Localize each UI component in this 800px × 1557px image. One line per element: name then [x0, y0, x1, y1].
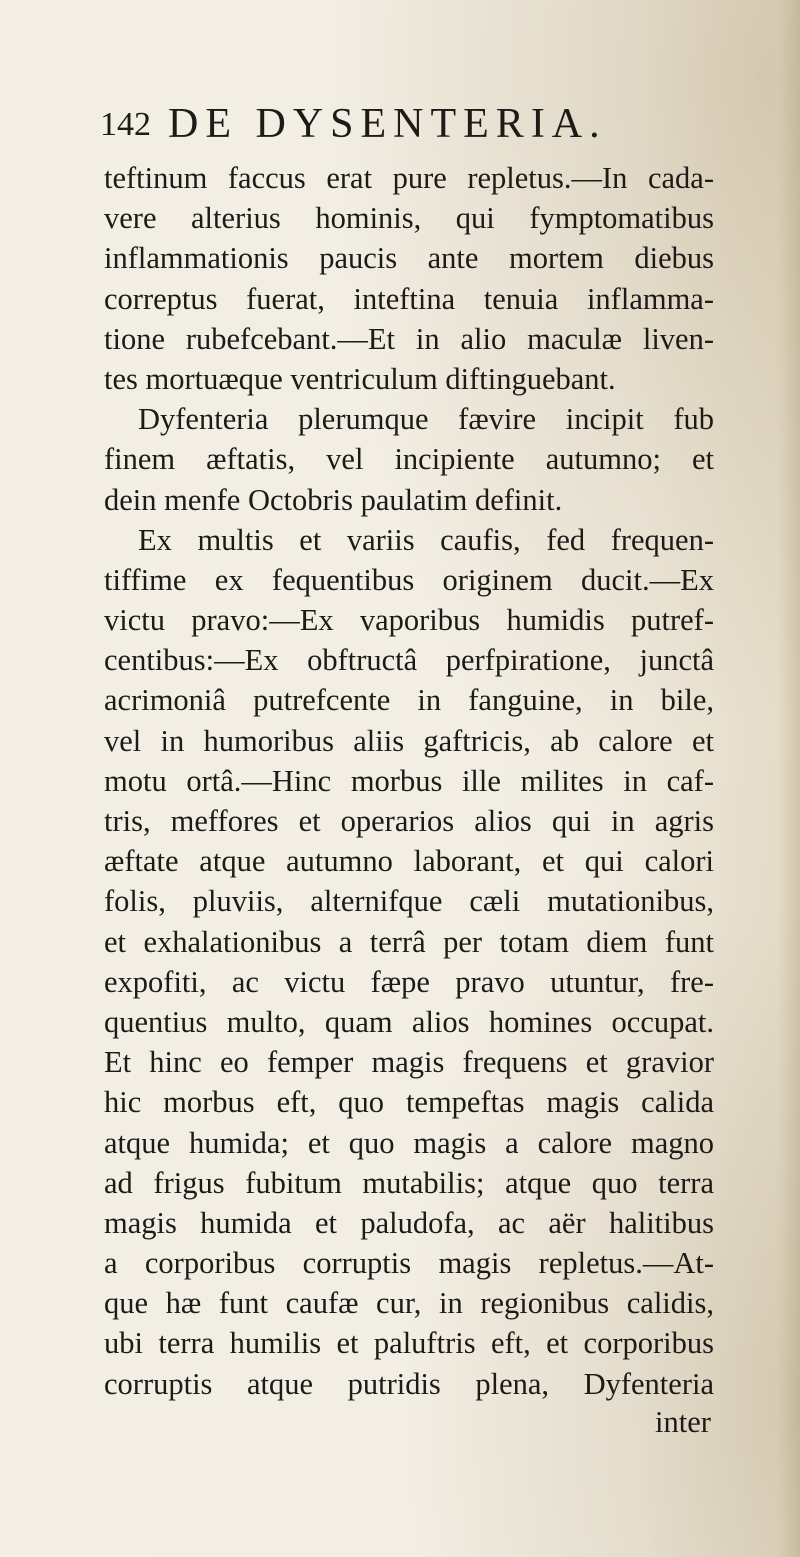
- text-line: expofiti, ac victu fæpe pravo utuntur, fre-: [104, 964, 714, 999]
- text-line: Et hinc eo femper magis frequens et gravior: [104, 1045, 714, 1080]
- text-line: tiffime ex fequentibus originem ducit.—Ex: [104, 562, 714, 597]
- text-line: inflammationis paucis ante mortem diebus: [104, 241, 714, 276]
- text-line: vere alterius hominis, qui fymptomatibus: [104, 201, 714, 236]
- text-line: acrimoniâ putrefcente in fanguine, in bile,: [104, 683, 714, 718]
- text-line: folis, pluviis, alternifque cæli mutationibus,: [104, 884, 714, 919]
- running-head: [100, 100, 700, 150]
- text-line: ubi terra humilis et paluftris eft, et corporibus: [104, 1326, 714, 1361]
- catchword: inter: [655, 1405, 711, 1439]
- text-line: magis humida et paludofa, ac aër halitibus: [104, 1205, 714, 1240]
- text-line: dein menfe Octobris paulatim definit.: [104, 482, 563, 517]
- text-line: Ex multis et variis caufis, fed frequen-: [138, 522, 714, 557]
- text-line: tes mortuæque ventriculum diftinguebant.: [104, 361, 616, 396]
- text-line: corruptis atque putridis plena, Dyfenteria: [104, 1366, 714, 1401]
- page-number: 142: [100, 106, 151, 143]
- running-title: DE DYSENTERIA.: [168, 101, 607, 147]
- text-line: correptus fuerat, inteftina tenuia inflamma-: [104, 281, 714, 316]
- page-edge-shadow: [778, 0, 800, 1557]
- text-line: ad frigus fubitum mutabilis; atque quo terra: [104, 1165, 714, 1200]
- text-line: a corporibus corruptis magis repletus.—At-: [104, 1246, 714, 1281]
- text-line: et exhalationibus a terrâ per totam diem funt: [104, 924, 714, 959]
- text-line: hic morbus eft, quo tempeftas magis calida: [104, 1085, 714, 1120]
- text-line: tris, meffores et operarios alios qui in agris: [104, 804, 714, 838]
- text-line: vel in humoribus aliis gaftricis, ab calore et: [104, 723, 714, 758]
- text-line: quentius multo, quam alios homines occupat.: [104, 1004, 714, 1039]
- text-line: tione rubefcebant.—Et in alio maculæ liven-: [104, 321, 714, 356]
- text-line: finem æftatis, vel incipiente autumno; et: [104, 442, 714, 477]
- text-line: æftate atque autumno laborant, et qui calori: [104, 844, 714, 879]
- text-line: motu ortâ.—Hinc morbus ille milites in caf-: [104, 763, 714, 798]
- text-line: Dyfenteria plerumque fævire incipit fub: [138, 402, 714, 437]
- text-line: que hæ funt caufæ cur, in regionibus calidis,: [104, 1286, 714, 1321]
- text-line: atque humida; et quo magis a calore magno: [104, 1125, 714, 1160]
- text-line: victu pravo:—Ex vaporibus humidis putref-: [104, 603, 714, 638]
- text-line: teftinum faccus erat pure repletus.—In cada-: [104, 161, 714, 195]
- body-text: [104, 158, 714, 1404]
- text-line: centibus:—Ex obftructâ perfpiratione, junctâ: [104, 643, 714, 678]
